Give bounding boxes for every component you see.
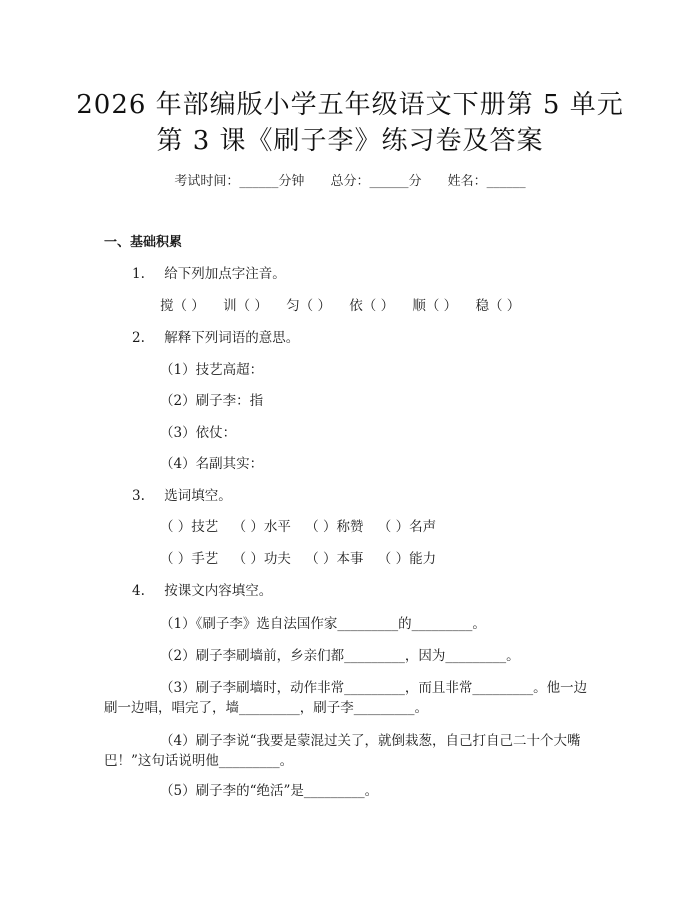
sub-item: （3）依仗： — [160, 425, 237, 441]
word-choice-item: （ ）名声 — [377, 519, 437, 535]
question-text: 选词填空。 — [164, 488, 232, 504]
pinyin-item: 匀（ ） — [286, 298, 331, 314]
word-choice-item: （ ）功夫 — [232, 551, 291, 567]
sub-item: （2）刷子李：指 — [160, 393, 264, 409]
word-choice-item: （ ）水平 — [232, 519, 291, 535]
fill-item-continued: 巴！”这句话说明他_________。 — [104, 753, 294, 769]
fill-item: （4）刷子李说“我要是蒙混过关了，就倒栽葱，自己打自己二十个大嘴 — [160, 733, 581, 749]
question-text: 给下列加点字注音。 — [164, 266, 286, 282]
word-choice-row-2 — [160, 547, 446, 567]
question-number: 3. — [132, 488, 145, 504]
pinyin-item: 训（ ） — [223, 298, 268, 314]
question-text: 按课文内容填空。 — [164, 583, 273, 599]
student-name: 姓名：______ — [447, 174, 526, 189]
pinyin-item: 稳（ ） — [475, 298, 521, 314]
title-line-2: 第 3 课《刷子李》练习卷及答案 — [156, 126, 544, 156]
word-choice-item: （ ）称赞 — [305, 519, 364, 535]
fill-item: （2）刷子李刷墙前，乡亲们都_________，因为_________。 — [160, 648, 520, 664]
word-choice-item: （ ）技艺 — [160, 519, 219, 535]
fill-item: （5）刷子李的“绝活”是_________。 — [160, 783, 379, 799]
fill-item: （3）刷子李刷墙时，动作非常_________，而且非常_________。他一边 — [160, 680, 588, 696]
question-3 — [132, 484, 232, 504]
word-choice-item: （ ）能力 — [377, 551, 437, 567]
fill-item-continued: 刷一边唱，唱完了，墙_________，刷子李_________。 — [104, 700, 428, 716]
word-choice-row-1 — [160, 515, 446, 535]
question-2 — [132, 326, 299, 346]
title-line-1: 2026 年部编版小学五年级语文下册第 5 单元 — [76, 90, 624, 120]
sub-item: （1）技艺高超： — [160, 362, 264, 378]
pinyin-item: 搅（ ） — [160, 298, 205, 314]
section-heading: 一、基础积累 — [104, 235, 183, 250]
exam-time: 考试时间：______分钟 — [174, 174, 305, 189]
question-number: 1. — [132, 266, 145, 282]
sub-item: （4）名副其实： — [160, 456, 264, 472]
pinyin-item: 顺（ ） — [412, 298, 458, 314]
pinyin-item: 依（ ） — [349, 298, 395, 314]
question-4 — [132, 579, 272, 599]
pinyin-row — [160, 294, 534, 314]
total-score: 总分：______分 — [330, 174, 422, 189]
question-number: 4. — [132, 583, 145, 599]
question-number: 2. — [132, 330, 145, 346]
word-choice-item: （ ）本事 — [305, 551, 364, 567]
question-1 — [132, 262, 286, 282]
word-choice-item: （ ）手艺 — [160, 551, 219, 567]
fill-item: （1）《刷子李》选自法国作家_________的_________。 — [160, 616, 486, 632]
exam-meta — [0, 170, 700, 189]
question-text: 解释下列词语的意思。 — [164, 330, 300, 346]
